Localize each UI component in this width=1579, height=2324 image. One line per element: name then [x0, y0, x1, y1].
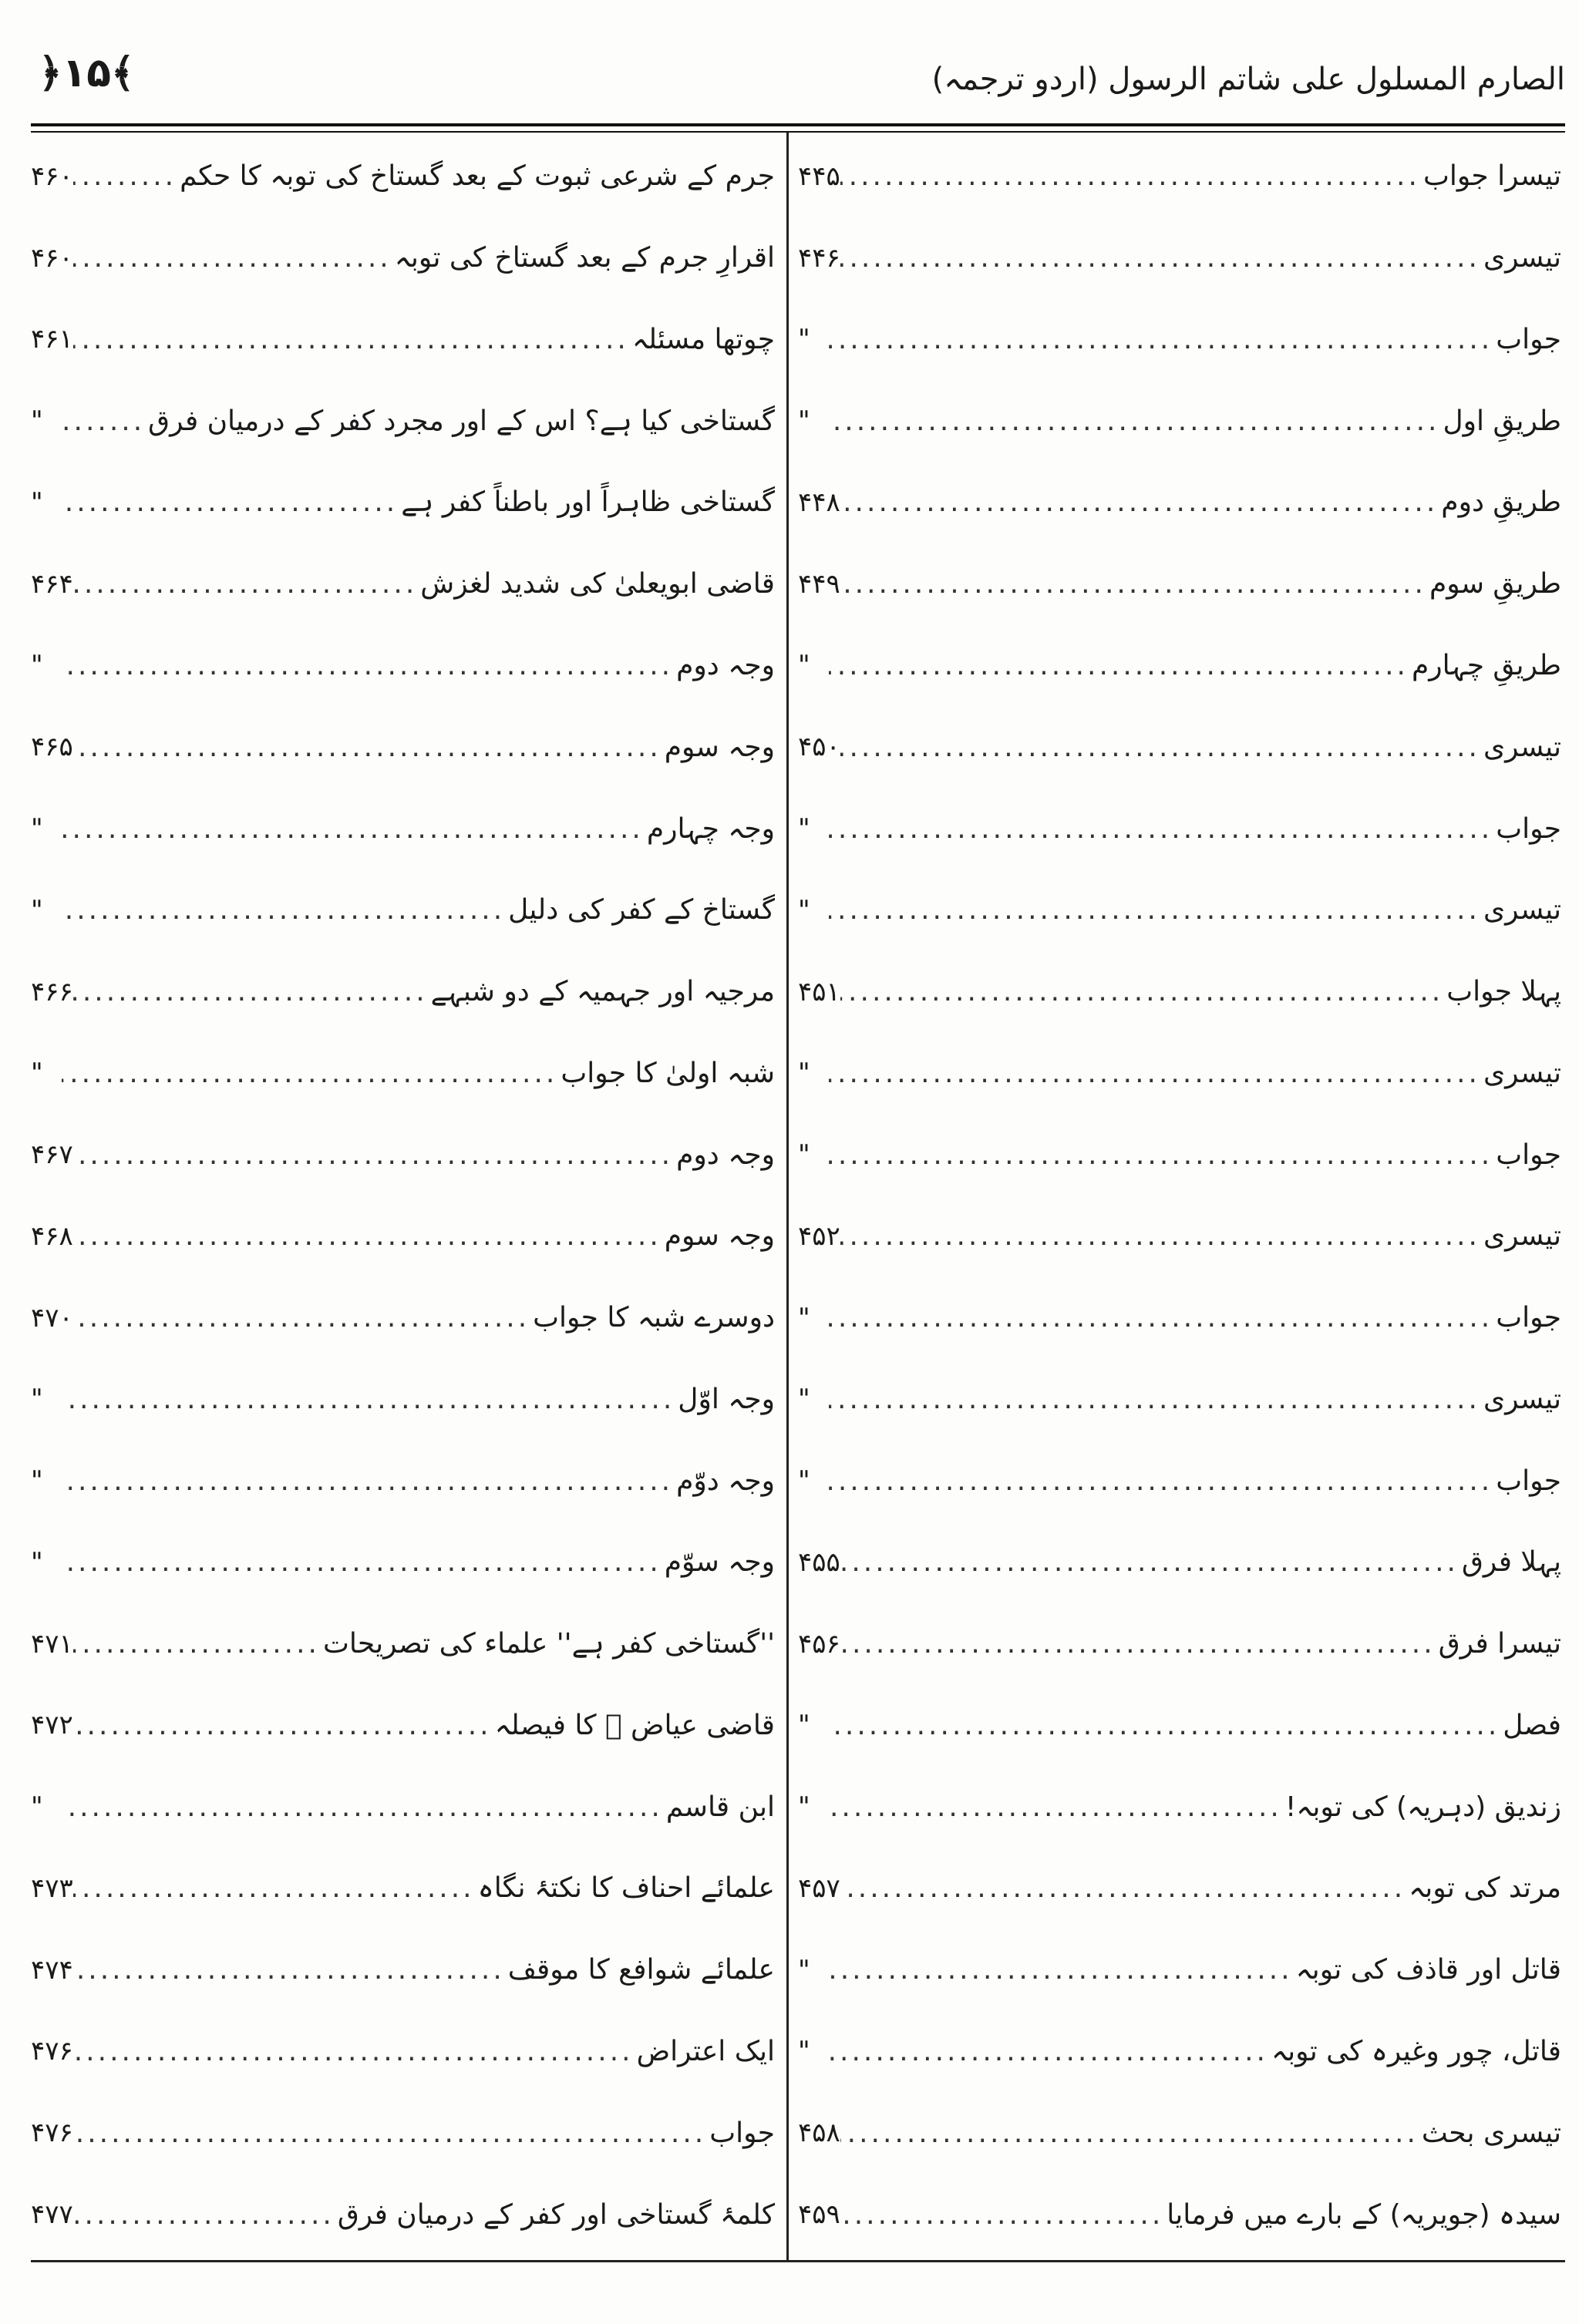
toc-entry [798, 1114, 1561, 1196]
dot-leader [73, 976, 431, 1007]
toc-entry-page: " [798, 1384, 810, 1415]
toc-entry-title: پہلا جواب [1446, 976, 1561, 1008]
toc-entry-page: ۴۶۱ [31, 324, 73, 355]
dot-leader [62, 486, 401, 518]
toc-entry [31, 2092, 775, 2174]
toc-entry [31, 2011, 775, 2093]
toc-entry-page: ۴۴۵ [798, 160, 840, 192]
toc-entry-title: گستاخی ظاہراً اور باطناً کفر ہے [401, 486, 775, 519]
toc-entry-title: جرم کے شرعی ثبوت کے بعد گستاخ کی توبہ کا حکم [180, 160, 775, 193]
toc-entry-page: ۴۷۳ [31, 1872, 73, 1904]
toc-entry-title: تیسری [1483, 1383, 1561, 1415]
toc-entry-title: وجہ سوم [664, 1220, 775, 1253]
toc-entry [31, 869, 775, 951]
toc-entry-title: دوسرے شبہ کا جواب [533, 1302, 775, 1334]
toc-entry-title: تیسری [1483, 731, 1561, 763]
toc-entry [798, 1196, 1561, 1277]
toc-entry [31, 1522, 775, 1603]
toc-entry-title: سیدہ (جویریہ) کے بارے میں فرمایا [1167, 2198, 1561, 2231]
toc-entry-title: چوتھا مسئلہ [631, 323, 775, 355]
toc-entry [31, 1277, 775, 1359]
toc-entry-page: ۴۶۰ [31, 242, 73, 274]
toc-entry-page: ۴۶۷ [31, 1139, 73, 1171]
dot-leader [73, 1220, 665, 1252]
toc-entry-page: ۴۷۴ [31, 1954, 73, 1986]
toc-entry-page: " [798, 1791, 810, 1823]
toc-entry-title: وجہ سوم [664, 731, 775, 763]
toc-entry-page: " [798, 1954, 810, 1986]
column-divider [786, 133, 789, 2260]
dot-leader [62, 1791, 666, 1823]
toc-entry-page: ۴۵۹ [798, 2199, 840, 2231]
dot-leader [840, 2199, 1167, 2231]
toc-entry-title: ایک اعتراض [636, 2035, 775, 2067]
toc-entry-title: قاضی عیاض ﷫ کا فیصلہ [494, 1709, 775, 1741]
toc-entry-title: اقرارِ جرم کے بعد گستاخ کی توبہ [394, 242, 775, 274]
dot-leader [840, 732, 1483, 763]
toc-entry [31, 217, 775, 299]
toc-entry [31, 1766, 775, 1848]
toc-entry-title: ''گستاخی کفر ہے'' علماء کی تصریحات [322, 1628, 775, 1660]
dot-leader [840, 1872, 1409, 1904]
toc-entry-title: کلمۂ گستاخی اور کفر کے درمیان فرق [337, 2198, 775, 2231]
toc-entry-title: طریقِ دوم [1441, 486, 1561, 519]
toc-entry-title: جواب [1496, 1302, 1561, 1334]
dot-leader [829, 1791, 1285, 1823]
dot-leader [829, 894, 1483, 926]
dot-leader [62, 650, 676, 681]
dot-leader [829, 324, 1496, 355]
toc-entry-page: ۴۴۹ [798, 568, 840, 600]
toc-entry-title: علمائے شوافع کا موقف [507, 1954, 775, 1986]
dot-leader [829, 1954, 1296, 1986]
toc-entry-title: تیسرا جواب [1422, 160, 1561, 193]
dot-leader [62, 1465, 676, 1497]
toc-entry-title: زندیق (دہریہ) کی توبہ! [1284, 1791, 1561, 1823]
toc-entry-title: ابن قاسم [665, 1791, 775, 1823]
toc-entry-page: " [31, 1546, 43, 1578]
toc-entry-page: ۴۷۱ [31, 1628, 73, 1660]
toc-entry [31, 136, 775, 217]
dot-leader [73, 2036, 637, 2067]
toc-entry-page: " [31, 405, 43, 437]
dot-leader [62, 405, 148, 437]
dot-leader [829, 1302, 1496, 1334]
dot-leader [829, 1710, 1503, 1741]
toc-entry [798, 869, 1561, 951]
toc-entry-page: ۴۵۶ [798, 1628, 840, 1660]
dot-leader [840, 486, 1441, 518]
dot-leader [840, 568, 1429, 600]
toc-entry-page: ۴۵۲ [798, 1220, 840, 1252]
dot-leader [840, 1546, 1462, 1578]
toc-entry [798, 1277, 1561, 1359]
toc-entry-title: گستاخ کے کفر کی دلیل [508, 894, 775, 927]
page-number: ﴿۱۵﴾ [39, 50, 135, 96]
toc-entry-title: مرتد کی توبہ [1409, 1872, 1561, 1905]
toc-entry [31, 625, 775, 707]
toc-entry-title: تیسری [1483, 1220, 1561, 1253]
dot-leader [73, 160, 180, 192]
dot-leader [840, 976, 1446, 1007]
toc-entry [798, 217, 1561, 299]
toc-entry-page: " [31, 1791, 43, 1823]
toc-entry [31, 1929, 775, 2011]
toc-entry-page: " [798, 1465, 810, 1497]
dot-leader [73, 1628, 323, 1660]
toc-entry [798, 1032, 1561, 1114]
dot-leader [73, 1302, 533, 1334]
dot-leader [73, 568, 420, 600]
toc-left-column [31, 136, 775, 2255]
dot-leader [840, 1220, 1483, 1252]
toc-entry [31, 1114, 775, 1196]
toc-entry-page: " [31, 894, 43, 926]
toc-entry-page: " [798, 1058, 810, 1089]
toc-entry-page: " [798, 324, 810, 355]
toc-entry-page: " [798, 405, 810, 437]
toc-entry-title: وجہ دوم [676, 649, 775, 681]
toc-entry-page: " [31, 650, 43, 681]
dot-leader [73, 1872, 478, 1904]
toc-entry [798, 1929, 1561, 2011]
dot-leader [829, 1465, 1496, 1497]
toc-entry-page: " [798, 650, 810, 681]
toc-entry-title: فصل [1503, 1709, 1561, 1741]
toc-entry-title: شبہ اولیٰ کا جواب [561, 1057, 775, 1089]
toc-entry-title: تیسری بحث [1421, 2117, 1561, 2149]
toc-entry [798, 1358, 1561, 1440]
toc-entry [798, 1522, 1561, 1603]
toc-entry [31, 2174, 775, 2255]
toc-entry-page: ۴۵۸ [798, 2117, 840, 2149]
dot-leader [62, 1384, 678, 1415]
toc-entry-title: جواب [1496, 1465, 1561, 1497]
dot-leader [73, 324, 632, 355]
toc-entry-page: ۴۶۰ [31, 160, 73, 192]
toc-entry [31, 1685, 775, 1767]
toc-entry [31, 1032, 775, 1114]
toc-entry [798, 462, 1561, 543]
toc-entry [798, 951, 1561, 1033]
toc-entry-title: قاضی ابویعلیٰ کی شدید لغزش [420, 568, 775, 600]
toc-entry-title: جواب [1496, 323, 1561, 355]
toc-entry [798, 136, 1561, 217]
toc-entry-page: ۴۷۶ [31, 2117, 73, 2149]
toc-entry [31, 299, 775, 381]
toc-entry [798, 1685, 1561, 1767]
toc-entry [31, 788, 775, 869]
dot-leader [62, 1546, 665, 1578]
toc-entry-page: ۴۴۶ [798, 242, 840, 274]
dot-leader [62, 894, 508, 926]
dot-leader [829, 1139, 1496, 1171]
toc-entry [798, 1440, 1561, 1522]
toc-entry-page: " [31, 813, 43, 844]
header-rule [31, 123, 1565, 133]
toc-entry [798, 625, 1561, 707]
toc-entry-page: " [31, 1058, 43, 1089]
dot-leader [73, 1710, 495, 1741]
toc-entry [798, 1603, 1561, 1685]
toc-entry [798, 706, 1561, 788]
toc-entry-title: قاتل اور قاذف کی توبہ [1295, 1954, 1561, 1986]
dot-leader [840, 2117, 1422, 2149]
toc-entry-page: ۴۶۴ [31, 568, 73, 600]
toc-entry [31, 951, 775, 1033]
toc-entry-page: ۴۷۲ [31, 1710, 73, 1741]
toc-entry [31, 462, 775, 543]
page-header [31, 39, 1565, 123]
dot-leader [840, 242, 1483, 274]
toc-entry-page: ۴۵۱ [798, 976, 840, 1007]
toc-entry-title: جواب [1496, 1138, 1561, 1171]
toc-entry [798, 2092, 1561, 2174]
toc-entry-page: ۴۷۰ [31, 1302, 73, 1334]
dot-leader [840, 160, 1423, 192]
toc-entry-title: طریقِ اول [1443, 405, 1561, 437]
toc-entry [798, 1766, 1561, 1848]
dot-leader [829, 405, 1443, 437]
toc-entry-page: " [31, 486, 43, 518]
book-title: الصارم المسلول علی شاتم الرسول (اردو ترجمہ) [931, 62, 1565, 97]
dot-leader [73, 732, 665, 763]
toc-entry-page: " [31, 1384, 43, 1415]
toc-entry-title: تیسرا فرق [1438, 1628, 1561, 1660]
toc-entry [31, 1196, 775, 1277]
dot-leader [840, 1628, 1439, 1660]
dot-leader [73, 2199, 338, 2231]
dot-leader [73, 1139, 676, 1171]
toc-entry-title: پہلا فرق [1461, 1546, 1561, 1579]
toc-entry [798, 543, 1561, 625]
toc-entry [798, 2011, 1561, 2093]
dot-leader [829, 2036, 1271, 2067]
toc-entry [31, 1440, 775, 1522]
toc-entry-title: تیسری [1483, 1057, 1561, 1089]
toc-entry-title: طریقِ سوم [1429, 568, 1561, 600]
dot-leader [62, 1058, 561, 1089]
toc-right-column [798, 136, 1561, 2255]
toc-entry-page: ۴۶۶ [31, 976, 73, 1007]
toc-entry [798, 299, 1561, 381]
toc-entry-title: مرجیہ اور جہمیہ کے دو شبہے [430, 976, 775, 1008]
toc-entry-title: قاتل، چور وغیرہ کی توبہ [1271, 2035, 1561, 2067]
toc-entry-title: جواب [1496, 812, 1561, 845]
toc-entry-page: ۴۵۰ [798, 732, 840, 763]
toc-entry-title: گستاخی کیا ہے؟ اس کے اور مجرد کفر کے درمیان فرق [148, 405, 775, 437]
toc-entry-page: " [798, 1302, 810, 1334]
dot-leader [62, 813, 647, 845]
dot-leader [829, 1058, 1483, 1089]
dot-leader [829, 813, 1496, 845]
dot-leader [73, 2117, 709, 2149]
toc-entry [31, 543, 775, 625]
toc-entry-title: وجہ دوّم [676, 1465, 775, 1497]
toc-entry-page: " [798, 1710, 810, 1741]
toc-entry [31, 380, 775, 462]
toc-entry-page: " [798, 2036, 810, 2067]
dot-leader [73, 1954, 508, 1986]
toc-entry-title: وجہ سوّم [664, 1546, 775, 1579]
toc-entry-title: تیسری [1483, 242, 1561, 274]
toc-entry-title: جواب [709, 2117, 775, 2149]
toc-entry-page: " [798, 1139, 810, 1171]
toc-entry-page: ۴۴۸ [798, 486, 840, 518]
toc-entry-page: ۴۷۷ [31, 2199, 73, 2231]
toc-entry-page: " [798, 894, 810, 926]
toc-entry-page: ۴۶۵ [31, 732, 73, 763]
toc-entry-title: وجہ چہارم [646, 812, 775, 845]
toc-entry-page: ۴۷۶ [31, 2036, 73, 2067]
toc-entry [798, 788, 1561, 869]
toc-entry-title: وجہ دوم [676, 1138, 775, 1171]
toc-entry-page: ۴۵۵ [798, 1546, 840, 1578]
toc-entry [798, 1848, 1561, 1929]
dot-leader [829, 1384, 1483, 1415]
toc-entry [31, 1358, 775, 1440]
toc-entry [798, 380, 1561, 462]
toc-entry-title: طریقِ چہارم [1412, 649, 1561, 681]
dot-leader [73, 242, 395, 274]
toc-entry [31, 1848, 775, 1929]
toc-entry-page: ۴۶۸ [31, 1220, 73, 1252]
toc-entry-title: تیسری [1483, 894, 1561, 927]
toc-entry [31, 706, 775, 788]
toc-entry [798, 2174, 1561, 2255]
dot-leader [829, 650, 1412, 681]
toc-entry-page: " [798, 813, 810, 844]
footer-rule [31, 2260, 1565, 2262]
toc-entry-title: وجہ اوّل [678, 1383, 775, 1415]
toc-entry [31, 1603, 775, 1685]
toc-entry-title: علمائے احناف کا نکتۂ نگاہ [477, 1872, 775, 1905]
toc-entry-page: " [31, 1465, 43, 1497]
toc-entry-page: ۴۵۷ [798, 1872, 840, 1904]
